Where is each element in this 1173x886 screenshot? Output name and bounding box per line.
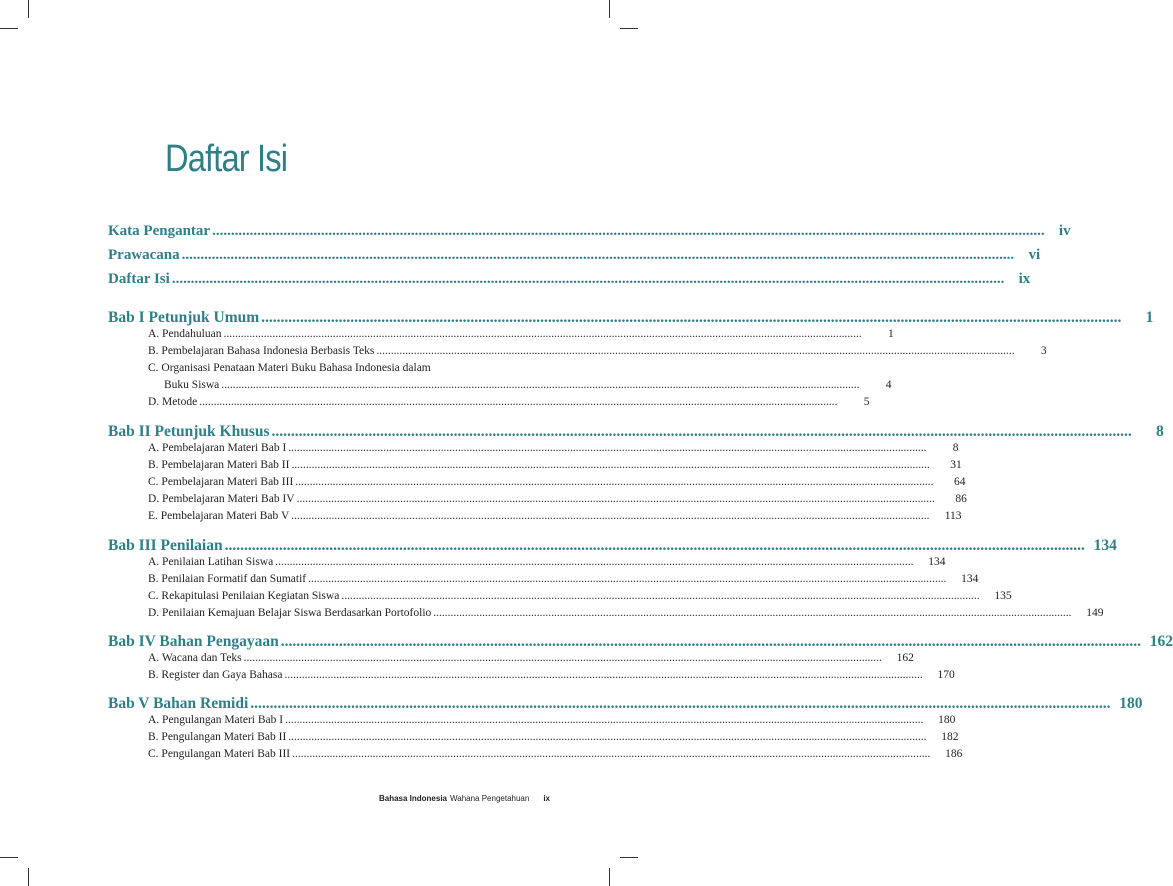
toc-item[interactable]	[148, 590, 1012, 602]
toc-entry-label: Prawacana	[108, 247, 180, 263]
toc-item-label: A. Pengulangan Materi Bab I	[148, 714, 284, 726]
footer-book-title: Bahasa Indonesia	[378, 794, 447, 803]
toc-item-label: C. Rekapitulasi Penilaian Kegiatan Siswa	[148, 590, 340, 602]
toc-item[interactable]	[148, 573, 979, 585]
toc-item-label-continued: Buku Siswa	[164, 379, 220, 391]
toc-chapter-page: 134	[1093, 537, 1117, 554]
toc-item-label: B. Register dan Gaya Bahasa	[148, 669, 283, 681]
toc-item-page: 180	[938, 714, 956, 726]
crop-mark	[0, 28, 18, 29]
toc-leader-dots: ..............................................................................................................................................................................................................................	[308, 573, 947, 585]
page-title: Daftar Isi	[165, 138, 288, 180]
toc-item[interactable]	[148, 748, 963, 760]
toc-leader-dots: ..............................................................................................................................................................................................................................	[291, 459, 930, 471]
toc-chapter-label: Bab I Petunjuk Umum	[108, 309, 260, 326]
crop-mark	[28, 868, 29, 886]
toc-entry-page: ix	[1018, 271, 1031, 287]
toc-leader-dots: ..............................................................................................................................................................................................................................	[212, 223, 1045, 239]
toc-leader-dots: ..............................................................................................................................................................................................................................	[341, 590, 980, 602]
toc-chapter[interactable]	[108, 309, 1154, 327]
toc-item[interactable]	[148, 652, 914, 664]
toc-leader-dots: ..............................................................................................................................................................................................................................	[199, 396, 838, 408]
toc-item-label: B. Pembelajaran Materi Bab II	[148, 459, 290, 471]
footer-book-subtitle: Wahana Pengetahuan	[450, 794, 530, 803]
toc-item[interactable]	[148, 442, 959, 454]
toc-item[interactable]	[148, 396, 870, 408]
crop-mark	[609, 0, 610, 18]
toc-leader-dots: ..............................................................................................................................................................................................................................	[296, 493, 935, 505]
toc-item-label: A. Pendahuluan	[148, 328, 222, 340]
toc-item-page: 64	[954, 476, 966, 488]
toc-entry-page: iv	[1058, 223, 1071, 239]
toc-item-page: 170	[937, 669, 955, 681]
toc-item-label: A. Pembelajaran Materi Bab I	[148, 442, 287, 454]
toc-leader-dots: ..............................................................................................................................................................................................................................	[250, 695, 1111, 712]
toc-item-page: 149	[1086, 607, 1104, 619]
toc-leader-dots: ..............................................................................................................................................................................................................................	[285, 714, 924, 726]
toc-leader-dots: ..............................................................................................................................................................................................................................	[376, 345, 1015, 357]
toc-leader-dots: ..............................................................................................................................................................................................................................	[280, 633, 1141, 650]
toc-item[interactable]	[148, 556, 946, 568]
toc-item-page: 8	[952, 442, 959, 454]
toc-item[interactable]	[148, 510, 962, 522]
toc-item-page: 135	[994, 590, 1012, 602]
toc-leader-dots: ..............................................................................................................................................................................................................................	[295, 476, 934, 488]
crop-mark	[28, 0, 29, 18]
toc-chapter[interactable]	[108, 695, 1143, 713]
toc-item-label: A. Wacana dan Teks	[148, 652, 242, 664]
toc-item-page: 1	[887, 328, 894, 340]
toc-leader-dots: ..............................................................................................................................................................................................................................	[284, 669, 923, 681]
toc-leader-dots: ..............................................................................................................................................................................................................................	[171, 271, 1005, 287]
toc-leader-dots: ..............................................................................................................................................................................................................................	[221, 379, 860, 391]
toc-item-page: 186	[945, 748, 963, 760]
toc-chapter-page: 180	[1119, 695, 1143, 712]
toc-item-label: D. Pembelajaran Materi Bab IV	[148, 493, 295, 505]
toc-item-label: E. Pembelajaran Materi Bab V	[148, 510, 290, 522]
footer-page-number: ix	[543, 794, 550, 803]
toc-entry-page: vi	[1028, 247, 1041, 263]
toc-item[interactable]	[148, 669, 955, 681]
toc-leader-dots: ..............................................................................................................................................................................................................................	[243, 652, 882, 664]
toc-chapter-page: 1	[1145, 309, 1154, 326]
toc-chapter-label: Bab III Penilaian	[108, 537, 223, 554]
toc-item[interactable]	[148, 328, 894, 340]
toc-chapter-label: Bab V Bahan Remidi	[108, 695, 249, 712]
toc-leader-dots: ..............................................................................................................................................................................................................................	[292, 748, 931, 760]
toc-item-label: C. Pengulangan Materi Bab III	[148, 748, 291, 760]
toc-item[interactable]	[148, 476, 966, 488]
toc-item-page: 86	[955, 493, 967, 505]
toc-item[interactable]	[148, 459, 962, 471]
toc-item-page: 162	[896, 652, 914, 664]
toc-leader-dots: ..............................................................................................................................................................................................................................	[433, 607, 1072, 619]
toc-item[interactable]	[148, 607, 1104, 619]
crop-mark	[620, 857, 638, 858]
toc-item-page: 31	[950, 459, 962, 471]
toc-leader-dots: ..............................................................................................................................................................................................................................	[271, 423, 1132, 440]
toc-item-page: 5	[863, 396, 870, 408]
toc-entry-front[interactable]	[108, 271, 1031, 288]
toc-item[interactable]	[148, 493, 967, 505]
toc-item-page: 3	[1040, 345, 1047, 357]
crop-mark	[0, 857, 18, 858]
toc-chapter-page: 8	[1156, 423, 1164, 440]
toc-item-label: D. Penilaian Kemajuan Belajar Siswa Berdasarkan Portofolio	[148, 607, 432, 619]
toc-item[interactable]	[164, 379, 892, 391]
toc-chapter[interactable]	[108, 423, 1164, 441]
toc-item-page: 182	[941, 731, 959, 743]
toc-item-page: 113	[944, 510, 962, 522]
toc-chapter[interactable]	[108, 633, 1173, 651]
toc-leader-dots: ..............................................................................................................................................................................................................................	[224, 537, 1085, 554]
toc-entry-front[interactable]	[108, 223, 1071, 240]
toc-item-label[interactable]: C. Organisasi Penataan Materi Buku Bahasa Indonesia dalam	[148, 362, 431, 374]
toc-chapter-label: Bab IV Bahan Pengayaan	[108, 633, 279, 650]
toc-entry-label: Daftar Isi	[108, 271, 170, 287]
toc-item-page: 134	[961, 573, 979, 585]
toc-chapter-label: Bab II Petunjuk Khusus	[108, 423, 270, 440]
page-footer	[360, 794, 550, 803]
toc-leader-dots: ..............................................................................................................................................................................................................................	[181, 247, 1015, 263]
toc-item-label: B. Pembelajaran Bahasa Indonesia Berbasis Teks	[148, 345, 375, 357]
toc-item-label: B. Penilaian Formatif dan Sumatif	[148, 573, 307, 585]
toc-leader-dots: ..............................................................................................................................................................................................................................	[291, 510, 930, 522]
toc-item[interactable]	[148, 345, 1047, 357]
toc-entry-front[interactable]	[108, 247, 1041, 264]
toc-item-label: B. Pengulangan Materi Bab II	[148, 731, 287, 743]
crop-mark	[620, 28, 638, 29]
toc-leader-dots: ..............................................................................................................................................................................................................................	[275, 556, 914, 568]
crop-mark	[609, 868, 610, 886]
toc-leader-dots: ..............................................................................................................................................................................................................................	[223, 328, 862, 340]
toc-chapter[interactable]	[108, 537, 1117, 555]
toc-leader-dots: ..............................................................................................................................................................................................................................	[261, 309, 1122, 326]
toc-item-label: A. Penilaian Latihan Siswa	[148, 556, 274, 568]
toc-item-page: 4	[885, 379, 892, 391]
toc-chapter-page: 162	[1149, 633, 1173, 650]
toc-item-page: 134	[928, 556, 946, 568]
toc-item[interactable]	[148, 731, 959, 743]
toc-item[interactable]	[148, 714, 956, 726]
toc-entry-label: Kata Pengantar	[108, 223, 211, 239]
toc-item-label: D. Metode	[148, 396, 198, 408]
toc-leader-dots: ..............................................................................................................................................................................................................................	[288, 442, 927, 454]
toc-leader-dots: ..............................................................................................................................................................................................................................	[288, 731, 927, 743]
toc-item-label: C. Pembelajaran Materi Bab III	[148, 476, 294, 488]
